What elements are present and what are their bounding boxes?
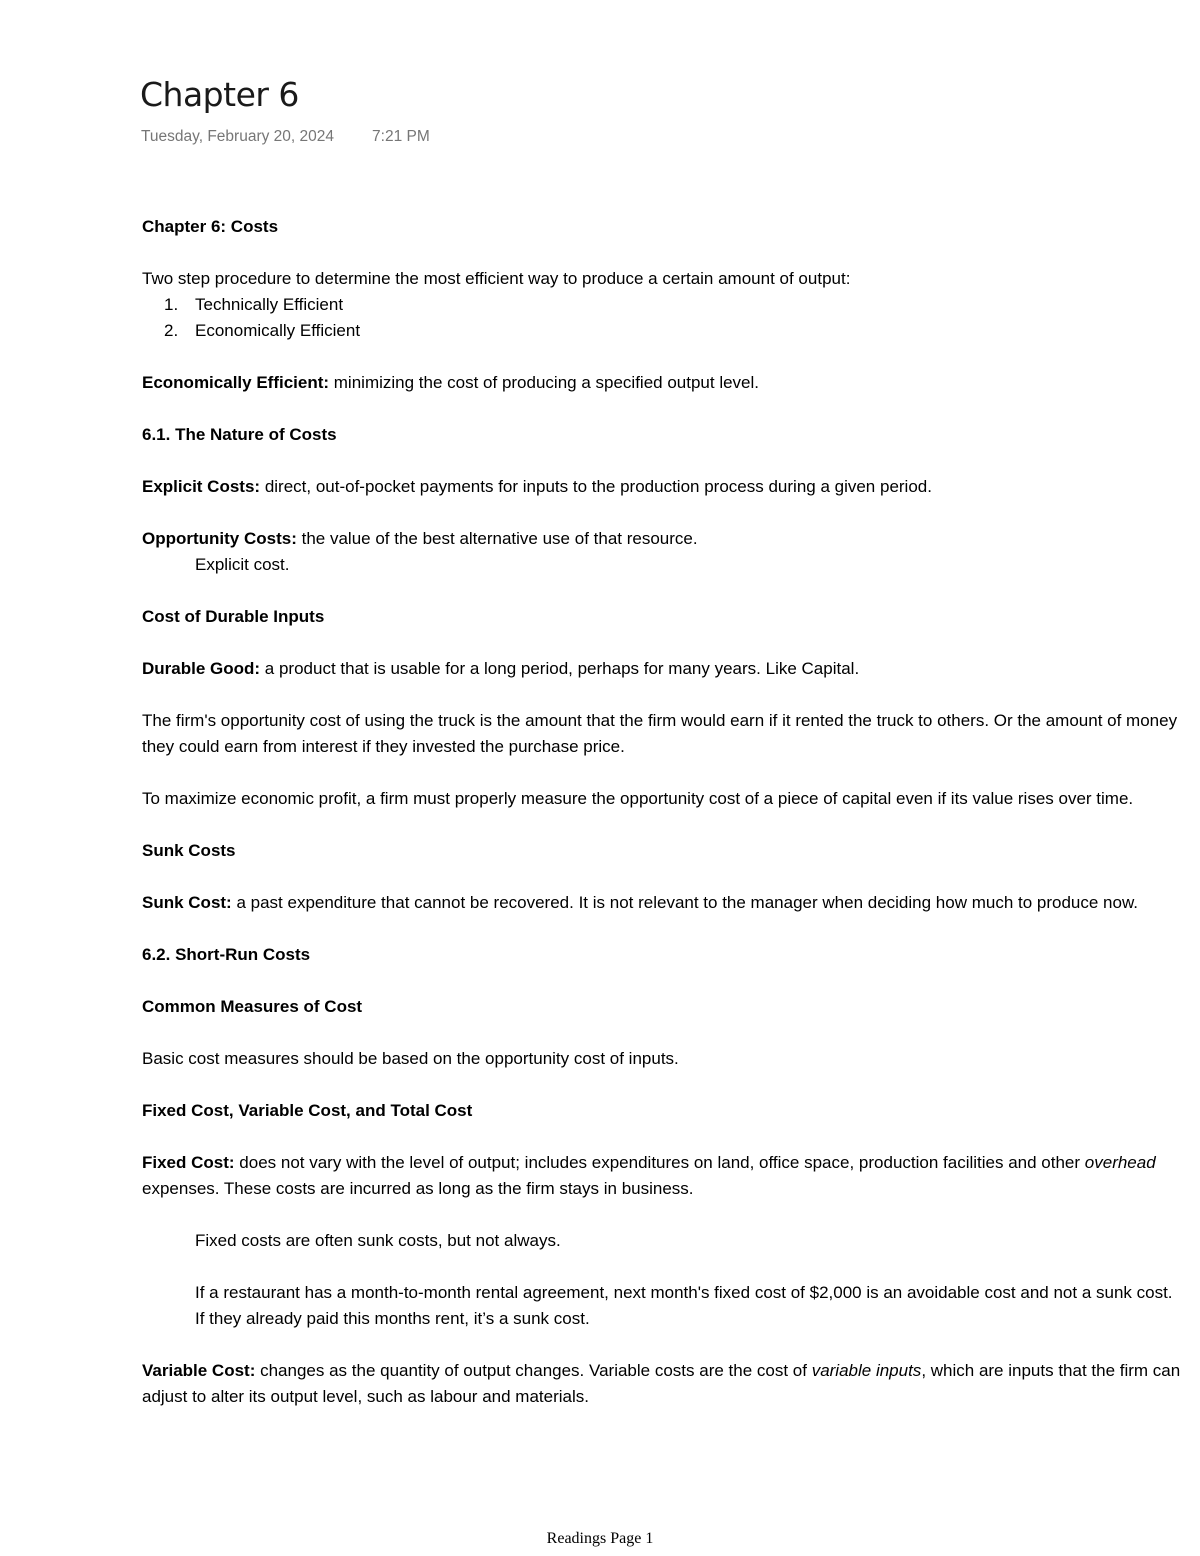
definition-text: a product that is usable for a long period, perhaps for many years. Like Capital.	[260, 659, 860, 678]
page-date: Tuesday, February 20, 2024	[141, 128, 335, 145]
definition-term: Variable Cost:	[142, 1361, 256, 1380]
opportunity-note: Explicit cost.	[195, 555, 290, 574]
page-time: 7:21 PM	[372, 128, 430, 145]
definition-text: a past expenditure that cannot be recovered. It is not relevant to the manager when deciding how much to produce now.	[231, 893, 1139, 912]
list-text: Technically Efficient	[195, 295, 344, 314]
page-footer: Readings Page 1	[546, 1530, 654, 1547]
page-timestamp	[141, 128, 430, 146]
intro-paragraph: Two step procedure to determine the most efficient way to produce a certain amount of output:	[142, 269, 851, 288]
durable-good-definition	[142, 656, 1182, 682]
definition-term: Explicit Costs:	[142, 477, 261, 496]
definition-italic: overhead	[1084, 1153, 1156, 1172]
fixed-cost-definition	[142, 1150, 1182, 1202]
definition-text: , which are inputs that the firm can adjust to alter its output level, such as labour and materials.	[142, 1361, 1181, 1406]
definition-term: Durable Good:	[142, 659, 261, 678]
maximize-profit-paragraph: To maximize economic profit, a firm must properly measure the opportunity cost of a piece of capital even if its value rises over time.	[142, 789, 1134, 808]
definition-text: the value of the best alternative use of that resource.	[296, 529, 698, 548]
definition-term: Opportunity Costs:	[142, 529, 297, 548]
page-title: Chapter 6	[140, 75, 299, 114]
basic-cost-paragraph: Basic cost measures should be based on the opportunity cost of inputs.	[142, 1049, 679, 1068]
opportunity-costs-definition	[142, 526, 1182, 552]
definition-text: minimizing the cost of producing a specified output level.	[329, 373, 760, 392]
note-body	[142, 214, 1182, 1436]
definition-text: changes as the quantity of output changes. Variable costs are the cost of	[255, 1361, 812, 1380]
subheading-sunk-costs: Sunk Costs	[142, 841, 236, 860]
definition-text: direct, out-of-pocket payments for inputs to the production process during a given period.	[260, 477, 932, 496]
subheading-common-measures: Common Measures of Cost	[142, 997, 363, 1016]
fixed-cost-note: Fixed costs are often sunk costs, but not always.	[195, 1231, 561, 1250]
section-heading-6-2: 6.2. Short-Run Costs	[142, 945, 311, 964]
subheading-fixed-variable-total: Fixed Cost, Variable Cost, and Total Cost	[142, 1101, 473, 1120]
list-text: Economically Efficient	[195, 321, 361, 340]
definition-text: does not vary with the level of output; includes expenditures on land, office space, production facilities and other	[234, 1153, 1085, 1172]
truck-paragraph: The firm's opportunity cost of using the truck is the amount that the firm would earn if it rented the truck to others. Or the amount of money they could earn from interest if they invested the purchase price.	[142, 711, 1178, 756]
definition-italic: variable inputs	[811, 1361, 922, 1380]
chapter-heading: Chapter 6: Costs	[142, 217, 279, 236]
econ-efficient-definition	[142, 370, 1182, 396]
list-number: 2.	[164, 321, 179, 340]
definition-text: expenses. These costs are incurred as long as the firm stays in business.	[142, 1179, 694, 1198]
list-item	[164, 318, 1182, 344]
restaurant-example: If a restaurant has a month-to-month rental agreement, next month's fixed cost of $2,000 is an avoidable cost and not a sunk cost. If they already paid this months rent, it’s a sunk cost.	[195, 1283, 1173, 1328]
definition-term: Economically Efficient:	[142, 373, 330, 392]
sunk-cost-definition	[142, 890, 1182, 916]
list-number: 1.	[164, 295, 179, 314]
definition-term: Sunk Cost:	[142, 893, 232, 912]
steps-list	[142, 292, 1182, 344]
definition-term: Fixed Cost:	[142, 1153, 235, 1172]
subheading-durable-inputs: Cost of Durable Inputs	[142, 607, 325, 626]
explicit-costs-definition	[142, 474, 1182, 500]
list-item	[164, 292, 1182, 318]
section-heading-6-1: 6.1. The Nature of Costs	[142, 425, 337, 444]
variable-cost-definition	[142, 1358, 1182, 1410]
